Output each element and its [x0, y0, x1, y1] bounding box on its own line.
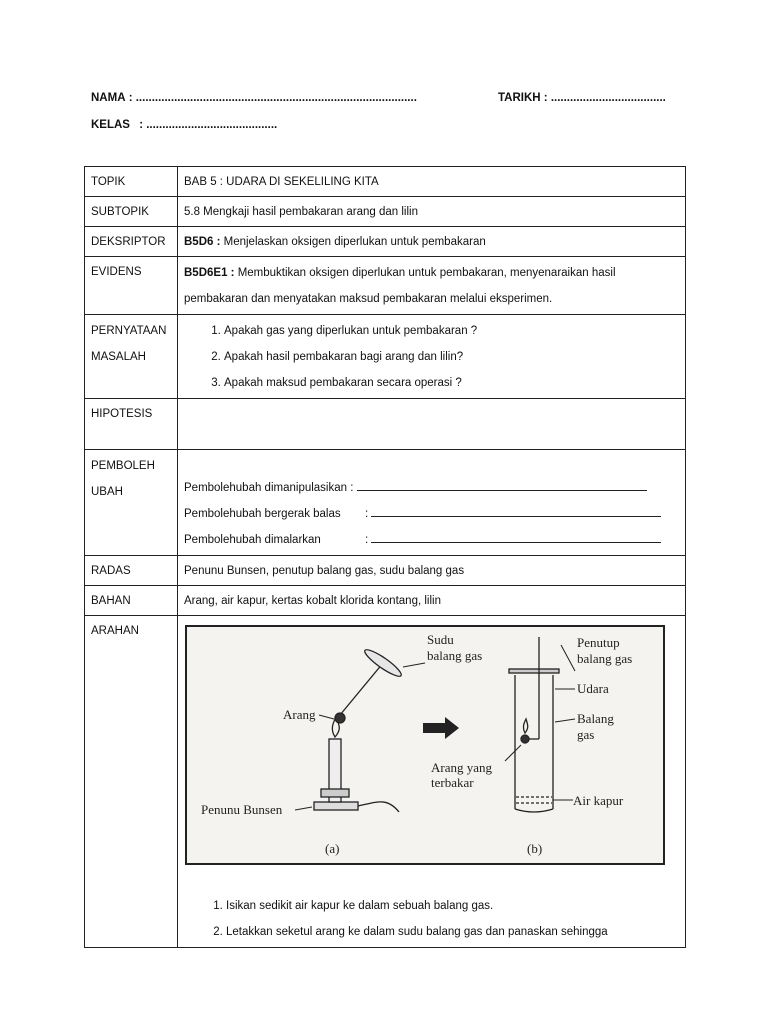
- row-deskriptor: [85, 227, 686, 257]
- row-radas: [85, 556, 686, 586]
- topik-label: TOPIK: [85, 167, 178, 197]
- question-item: 1. Apakah gas yang diperlukan untuk pembakaran ?: [224, 318, 679, 344]
- var-dimalarkan: [184, 527, 679, 553]
- arahan-label: ARAHAN: [85, 616, 178, 948]
- pemboleh-cell: [178, 450, 686, 556]
- gas-jar-spoon-icon: [335, 646, 404, 723]
- question-list: [184, 318, 679, 396]
- nama-dots: : ........................................................................................: [128, 92, 417, 104]
- question-item: 2. Apakah hasil pembakaran bagi arang dan lilin?: [224, 344, 679, 370]
- row-pernyataan: [85, 315, 686, 399]
- fig-label-balang: Balang: [577, 711, 614, 726]
- pemboleh-label-2: UBAH: [91, 486, 123, 498]
- procedure-list: [184, 893, 679, 945]
- tarikh-dots: : ....................................: [543, 92, 666, 104]
- fig-label-penutup-2: balang gas: [577, 651, 633, 666]
- hipotesis-answer[interactable]: [178, 399, 686, 450]
- row-subtopik: [85, 197, 686, 227]
- fig-label-sudu: Sudu: [427, 632, 454, 647]
- deskriptor-value: Menjelaskan oksigen diperlukan untuk pembakaran: [220, 236, 486, 248]
- worksheet-table: [84, 166, 686, 948]
- deskriptor-label: DEKSRIPTOR: [85, 227, 178, 257]
- pemboleh-label: [85, 450, 178, 556]
- subtopik-value: 5.8 Mengkaji hasil pembakaran arang dan lilin: [178, 197, 686, 227]
- fig-label-terbakar: terbakar: [431, 775, 474, 790]
- evidens-label: EVIDENS: [85, 257, 178, 315]
- var-bergerak-blank[interactable]: [371, 504, 661, 517]
- var-manipulasi-label: Pembolehubah dimanipulasikan :: [184, 482, 354, 494]
- hipotesis-label: HIPOTESIS: [85, 399, 178, 450]
- nama-label: NAMA: [91, 92, 126, 104]
- experiment-figure: [185, 625, 665, 865]
- kelas-label: KELAS: [91, 119, 130, 131]
- bunsen-burner-icon: [314, 717, 399, 812]
- var-bergerak: [184, 501, 679, 527]
- evidens-value: Membuktikan oksigen diperlukan untuk pembakaran, menyenaraikan hasil pembakaran dan menyatakan maksud pembakaran melalui eksperimen.: [184, 267, 616, 305]
- row-evidens: [85, 257, 686, 315]
- pernyataan-label-2: MASALAH: [91, 351, 146, 363]
- bahan-value: Arang, air kapur, kertas kobalt klorida kontang, lilin: [178, 586, 686, 616]
- kelas-field: [91, 119, 277, 131]
- bahan-label: BAHAN: [85, 586, 178, 616]
- radas-label: RADAS: [85, 556, 178, 586]
- fig-label-air-kapur: Air kapur: [573, 793, 624, 808]
- fig-label-a: (a): [325, 841, 340, 856]
- fig-label-b: (b): [527, 841, 543, 856]
- pernyataan-label: [85, 315, 178, 399]
- evidens-code: B5D6E1 :: [184, 267, 235, 279]
- procedure-step: 2. Letakkan seketul arang ke dalam sudu balang gas dan panaskan sehingga: [226, 919, 679, 945]
- var-manipulasi-blank[interactable]: [357, 478, 647, 491]
- row-bahan: [85, 586, 686, 616]
- var-dimalarkan-colon: :: [365, 534, 369, 546]
- fig-label-arang-yang: Arang yang: [431, 760, 493, 775]
- deskriptor-code: B5D6 :: [184, 236, 221, 248]
- nama-field: [91, 92, 417, 104]
- radas-value: Penunu Bunsen, penutup balang gas, sudu balang gas: [178, 556, 686, 586]
- row-pemboleh: [85, 450, 686, 556]
- fig-label-gas: gas: [577, 727, 595, 742]
- var-bergerak-colon: :: [365, 508, 369, 520]
- arahan-cell: [178, 616, 686, 948]
- fig-label-arang: Arang: [283, 707, 316, 722]
- deskriptor-cell: [178, 227, 686, 257]
- fig-label-penunu: Penunu Bunsen: [201, 802, 283, 817]
- tarikh-field: [498, 92, 666, 104]
- row-topik: [85, 167, 686, 197]
- gas-jar-icon: [509, 637, 559, 812]
- subtopik-label: SUBTOPIK: [85, 197, 178, 227]
- tarikh-label: TARIKH: [498, 92, 541, 104]
- evidens-cell: [178, 257, 686, 315]
- arrow-right-icon: [423, 717, 459, 739]
- pemboleh-label-1: PEMBOLEH: [91, 460, 155, 472]
- pernyataan-cell: [178, 315, 686, 399]
- kelas-dots: : .........................................: [139, 119, 278, 131]
- fig-label-balang-gas: balang gas: [427, 648, 483, 663]
- topik-value: BAB 5 : UDARA DI SEKELILING KITA: [178, 167, 686, 197]
- var-bergerak-label: Pembolehubah bergerak balas: [184, 508, 341, 520]
- pernyataan-label-1: PERNYATAAN: [91, 325, 167, 337]
- question-item: 3. Apakah maksud pembakaran secara operasi ?: [224, 370, 679, 396]
- procedure-step: 1. Isikan sedikit air kapur ke dalam sebuah balang gas.: [226, 893, 679, 919]
- row-hipotesis: [85, 399, 686, 450]
- fig-label-udara: Udara: [577, 681, 609, 696]
- var-dimalarkan-label: Pembolehubah dimalarkan: [184, 534, 321, 546]
- var-dimalarkan-blank[interactable]: [371, 530, 661, 543]
- var-manipulasi: [184, 475, 679, 501]
- row-arahan: [85, 616, 686, 948]
- fig-label-penutup: Penutup: [577, 635, 620, 650]
